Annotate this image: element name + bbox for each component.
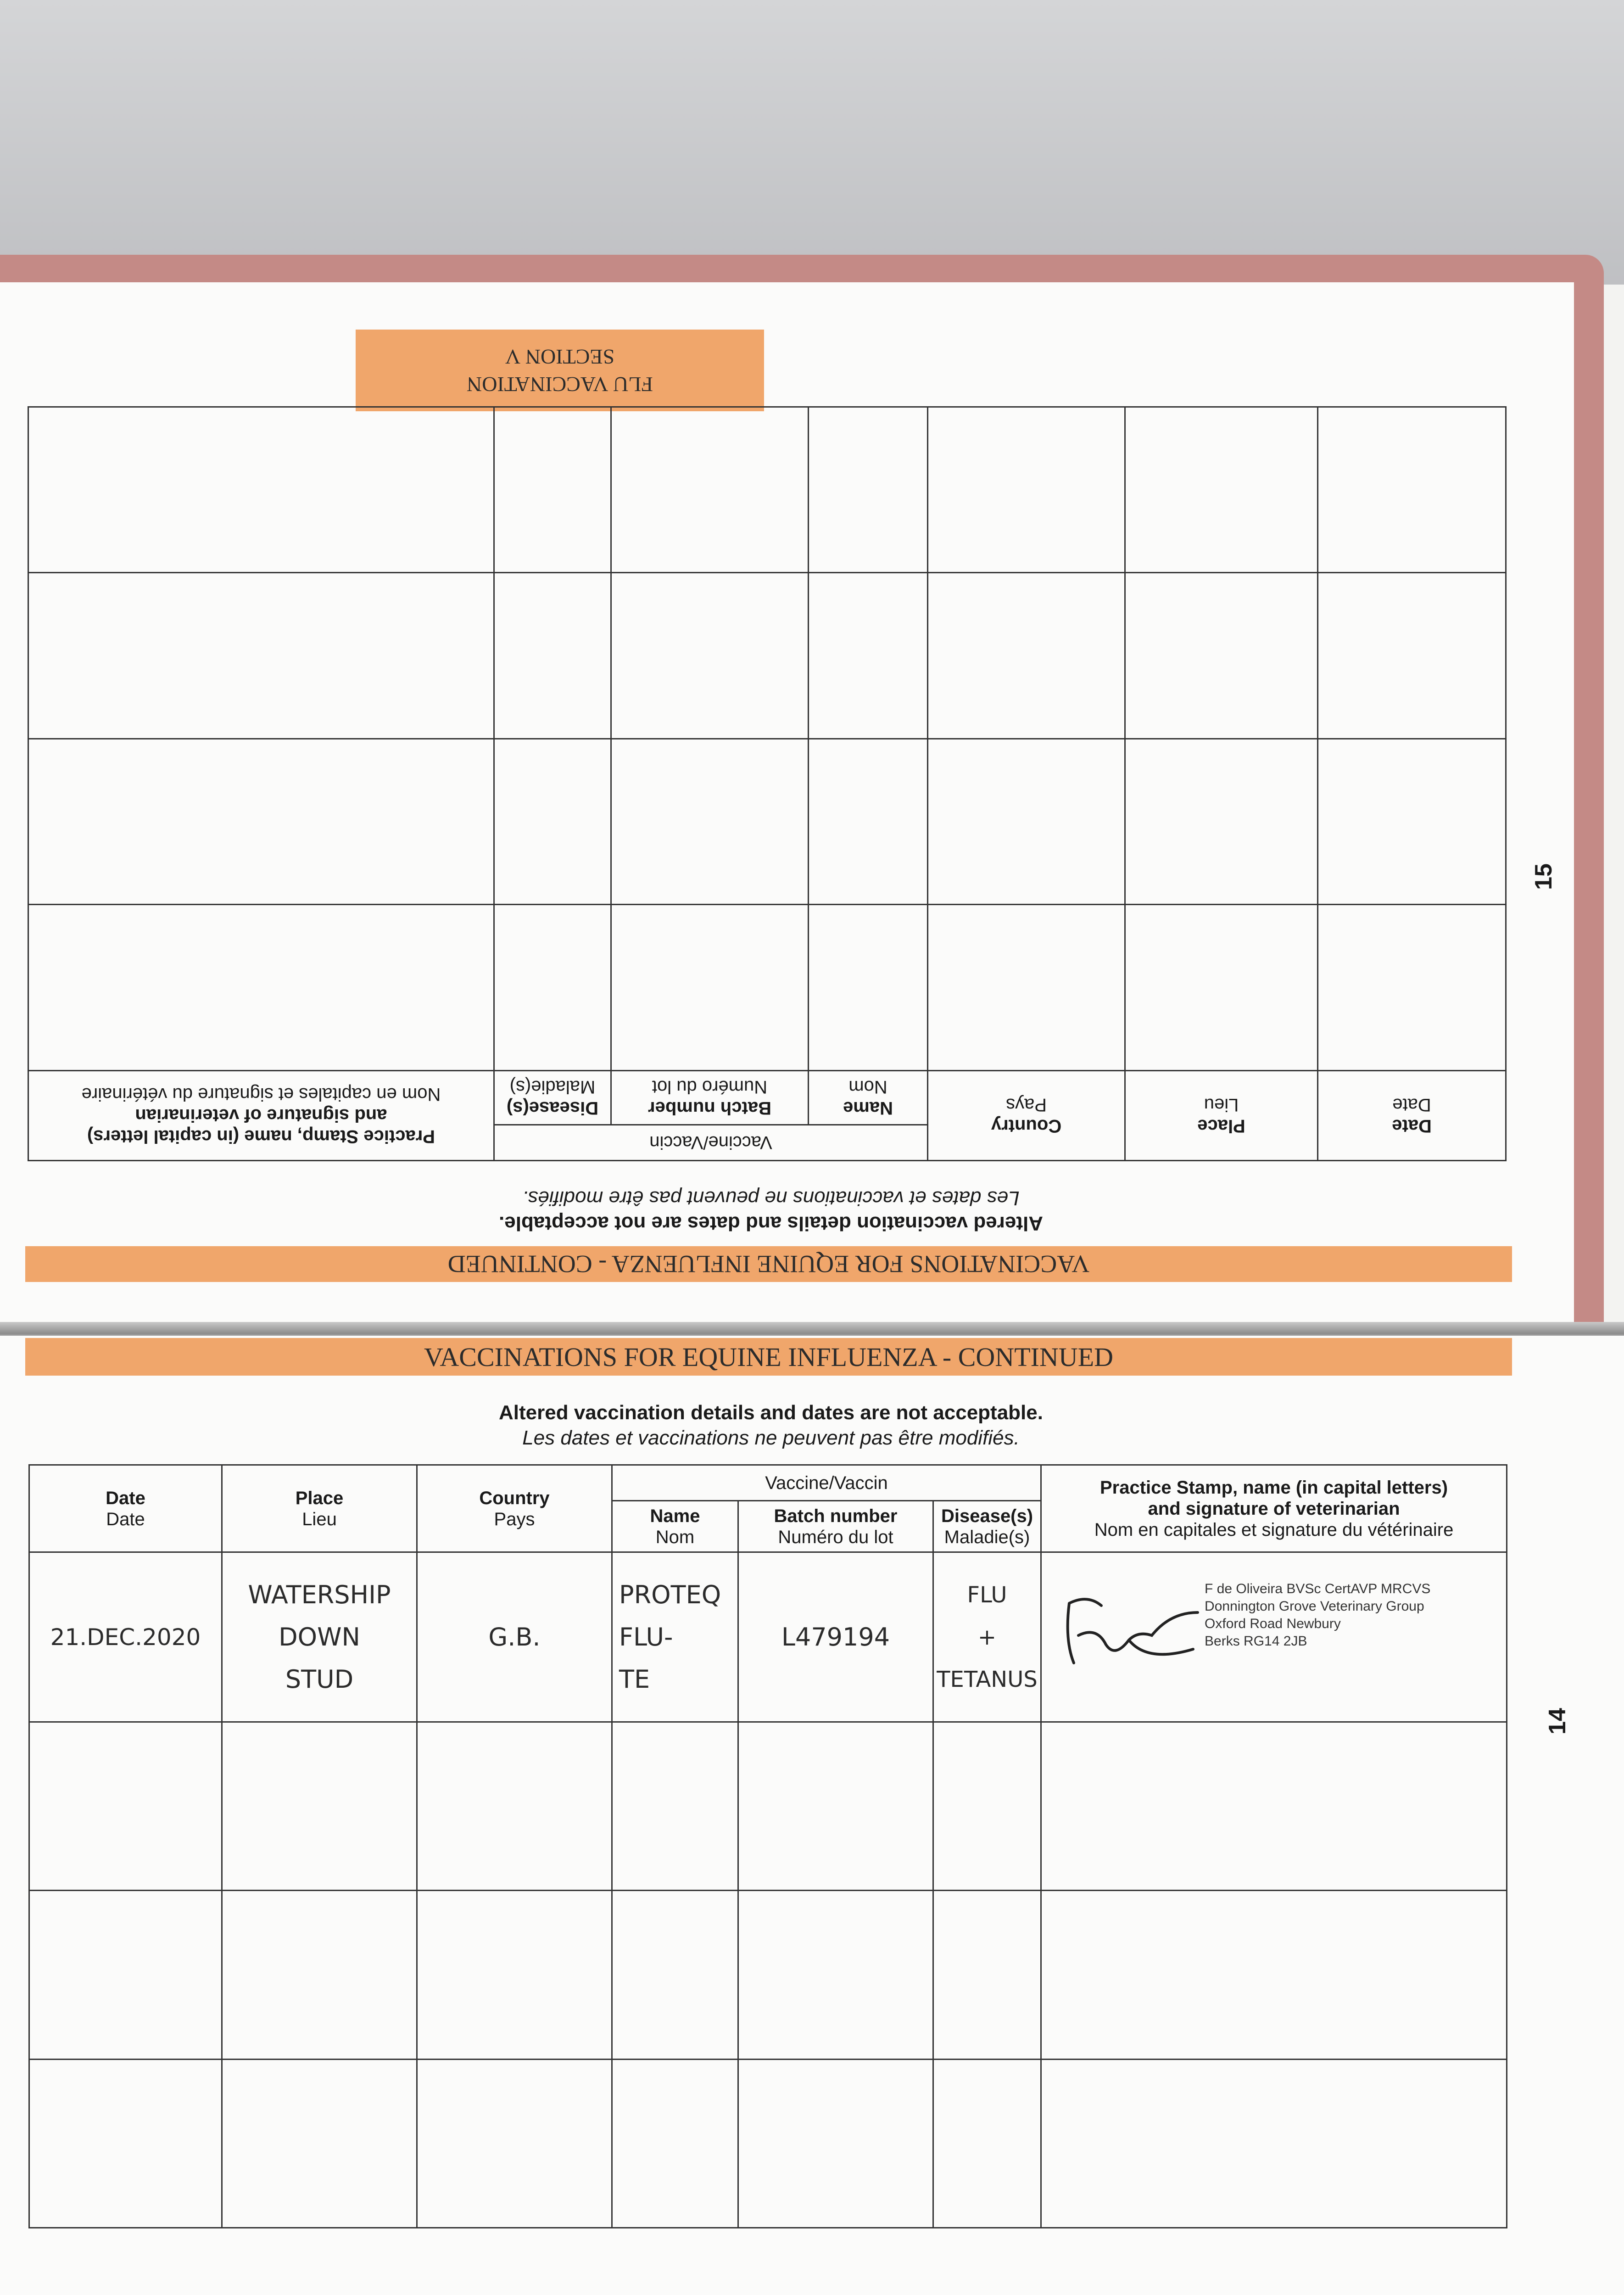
table-row (28, 573, 1506, 739)
header-batch: Batch number Numéro du lot (738, 1501, 933, 1552)
section-tab (356, 330, 764, 411)
table-row (28, 407, 1506, 573)
entry-country: G.B. (417, 1552, 612, 1722)
table-row (28, 905, 1506, 1071)
header-vaccine: Vaccine/Vaccin (494, 1125, 928, 1161)
header-disease: Disease(s) Maladie(s) (494, 1071, 611, 1125)
header-place: Place Lieu (222, 1465, 417, 1552)
header-date: Date Date (1318, 1071, 1506, 1161)
entry-place: WATERSHIP DOWN STUD (222, 1552, 417, 1722)
entry-disease: FLU + TETANUS (933, 1552, 1041, 1722)
header-name: Name Nom (809, 1071, 928, 1125)
table-row (29, 1722, 1507, 1891)
page14-banner: VACCINATIONS FOR EQUINE INFLUENZA - CONTINUED (25, 1338, 1512, 1376)
table-row (28, 739, 1506, 905)
header-name: Name Nom (612, 1501, 738, 1552)
entry-stamp-cell (1041, 1552, 1507, 1722)
header-country: Country Pays (417, 1465, 612, 1552)
table-row (29, 1891, 1507, 2059)
entry-vaccine-name: PROTEQ FLU- TE (612, 1552, 738, 1722)
page15-note-italic: Les dates et vaccinations ne peuvent pas être modifiés. (522, 1187, 1020, 1209)
entry-date: 21.DEC.2020 (29, 1552, 222, 1722)
page15-note-bold: Altered vaccination details and dates are not acceptable. (499, 1212, 1043, 1235)
page14-note-italic: Les dates et vaccinations ne peuvent pas être modifiés. (522, 1427, 1020, 1449)
vet-signature (1060, 1585, 1211, 1677)
page15-banner: VACCINATIONS FOR EQUINE INFLUENZA - CONTINUED (25, 1246, 1512, 1282)
scan-background (0, 0, 1624, 285)
header-batch: Batch number Numéro du lot (611, 1071, 809, 1125)
section-tab-line-1: FLU VACCINATION (467, 373, 653, 396)
table-row (29, 1552, 1507, 1722)
section-tab-line-2: SECTION V (505, 345, 615, 369)
header-stamp: Practice Stamp, name (in capital letters) and signature of veterinarian Nom en capitales et signature du vétérinaire (28, 1071, 494, 1161)
header-country: Country Pays (928, 1071, 1125, 1161)
page14-vaccination-table (28, 1464, 1507, 2228)
header-date: Date Date (29, 1465, 222, 1552)
page-15-number: 15 (1530, 863, 1557, 890)
entry-batch-number: L479194 (738, 1552, 933, 1722)
header-stamp: Practice Stamp, name (in capital letters) and signature of veterinarian Nom en capitales et signature du vétérinaire (1041, 1465, 1507, 1552)
page-14-number: 14 (1544, 1708, 1571, 1735)
table-row (29, 2059, 1507, 2228)
page15-vaccination-table (28, 406, 1507, 1161)
practice-stamp: F de Oliveira BVSc CertAVP MRCVS Donnington Grove Veterinary Group Oxford Road Newbury Berks RG14 2JB (1205, 1581, 1431, 1649)
header-vaccine: Vaccine/Vaccin (612, 1465, 1041, 1501)
header-place: Place Lieu (1125, 1071, 1318, 1161)
page14-note-bold: Altered vaccination details and dates are not acceptable. (499, 1401, 1043, 1424)
header-disease: Disease(s) Maladie(s) (933, 1501, 1041, 1552)
